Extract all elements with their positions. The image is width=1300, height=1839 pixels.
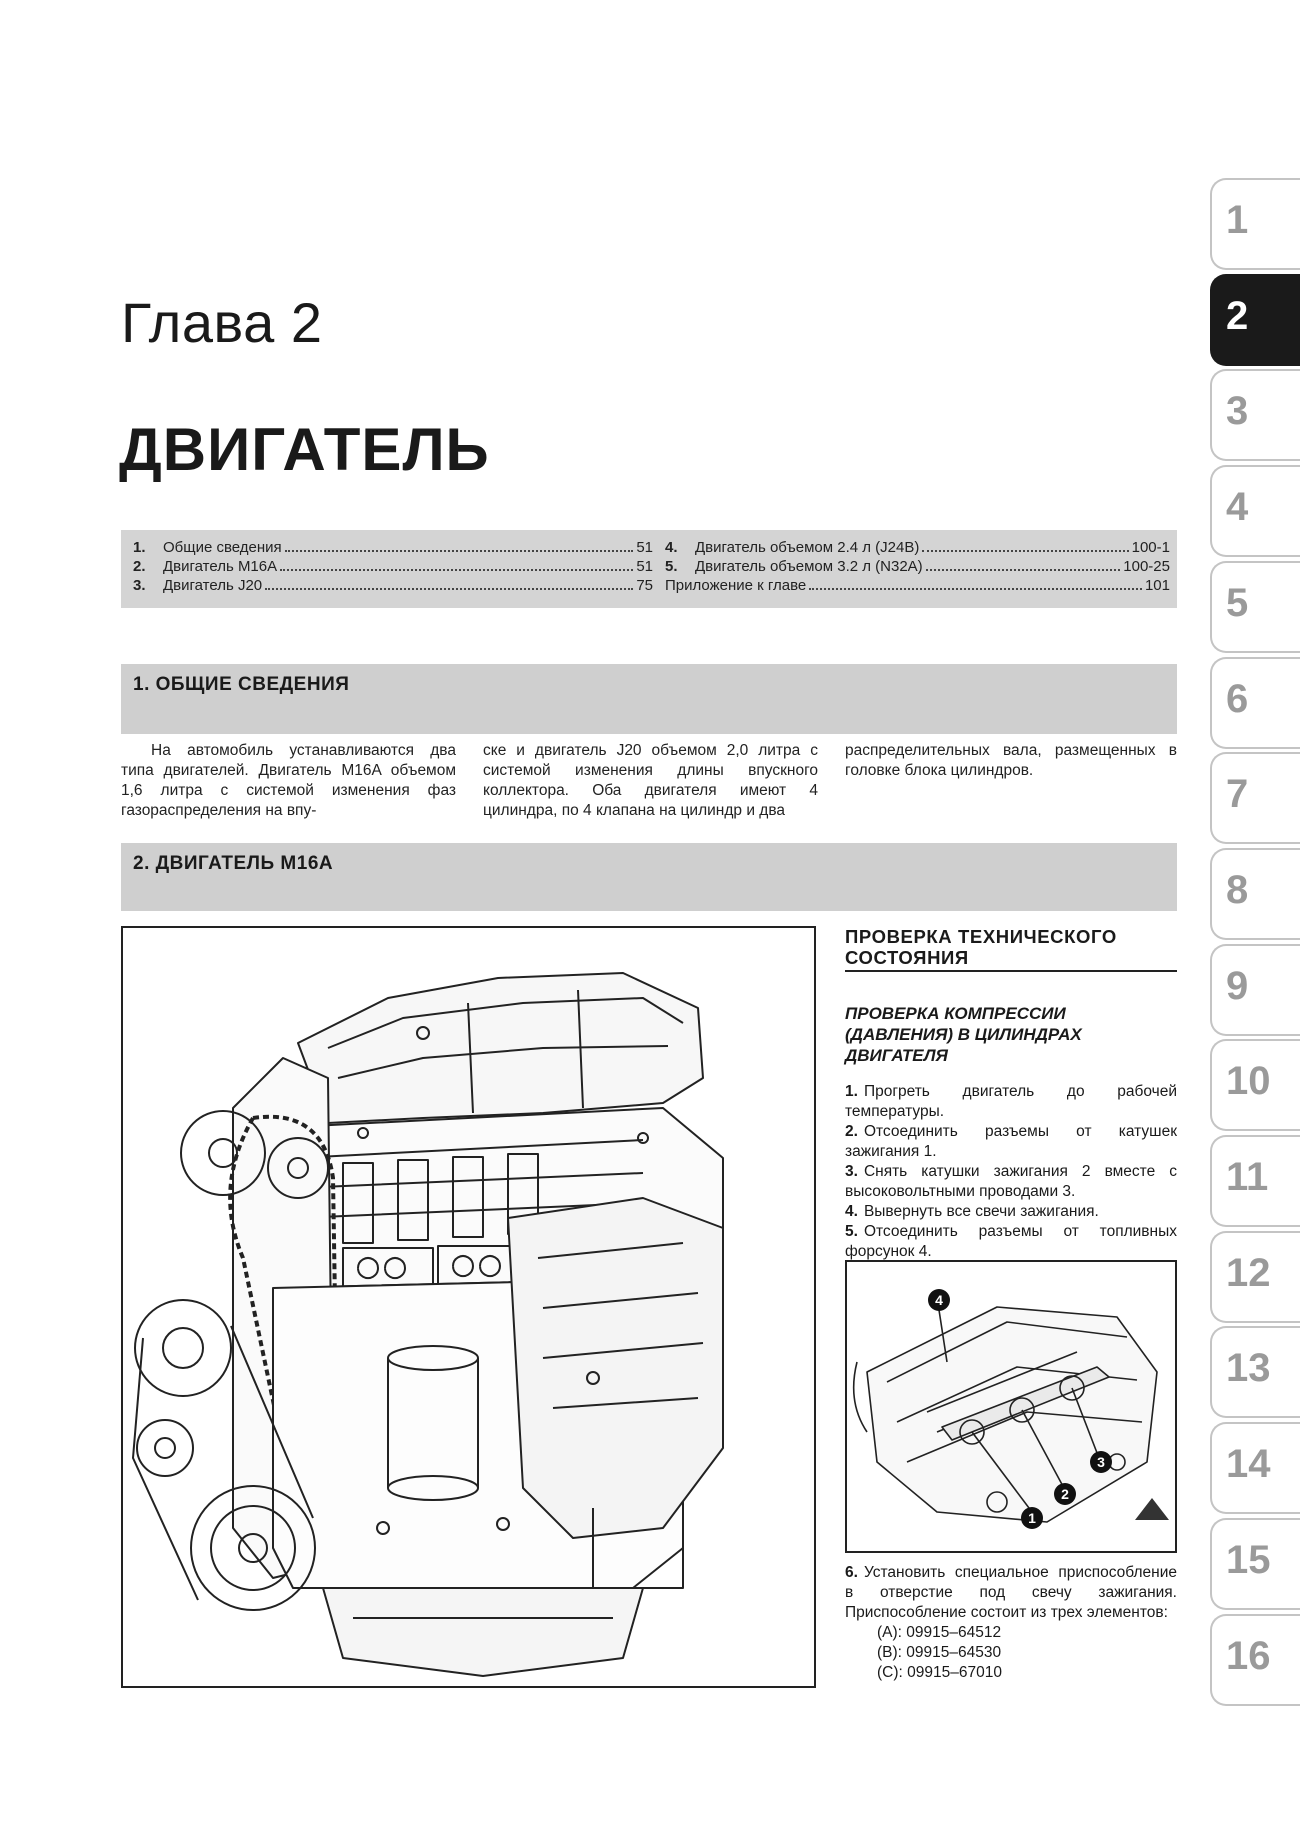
step-text: Отсоединить разъемы от катушек зажигания 1. [845,1123,1177,1160]
callout-label: 1 [1028,1510,1036,1526]
procedure-steps [845,1082,1177,1262]
toc-page: 75 [636,577,653,594]
tool-code: (C): 09915–67010 [877,1664,1002,1681]
chapter-title: ДВИГАТЕЛЬ [119,416,490,483]
tab-number: 13 [1226,1346,1271,1391]
tab-shape [1210,465,1300,557]
engine-illustration [121,926,816,1688]
toc-entry-name: Двигатель объемом 2.4 л (J24B) [695,539,920,556]
chapter-tab-8[interactable] [1210,848,1300,940]
procedure-step [845,1563,1177,1683]
procedure-step [845,1082,1177,1122]
tab-shape [1210,178,1300,270]
chapter-tab-15[interactable] [1210,1518,1300,1610]
intro-text-col3: распределительных вала, размещенных в головке блока цилиндров. [845,742,1177,779]
step-number: 4. [845,1203,858,1220]
chapter-tab-13[interactable] [1210,1326,1300,1418]
toc-page: 100-1 [1131,539,1170,556]
toc-row[interactable] [133,577,653,596]
chapter-label: Глава 2 [121,291,323,354]
tab-number: 14 [1226,1442,1271,1487]
chapter-tab-2[interactable] [1210,274,1300,366]
procedure-heading: ПРОВЕРКА КОМПРЕССИИ (ДАВЛЕНИЯ) В ЦИЛИНДРАХ ДВИГАТЕЛЯ [845,1004,1082,1065]
toc-entry-name: Общие сведения [163,539,282,556]
toc-entry-name: Приложение к главе [665,577,807,594]
tab-number: 12 [1226,1250,1271,1295]
tab-number: 8 [1226,867,1249,912]
step-text: Прогреть двигатель до рабочей температуры. [845,1083,1177,1120]
toc-number: 5. [665,558,678,575]
tab-number: 15 [1226,1537,1271,1582]
toc-entry-name: Двигатель объемом 3.2 л (N32A) [695,558,923,575]
chapter-tab-4[interactable] [1210,465,1300,557]
chapter-tab-1[interactable] [1210,178,1300,270]
section-bar-general [121,664,1177,734]
toc-row[interactable] [665,577,1170,596]
step-number: 5. [845,1223,858,1240]
toc-page: 101 [1144,577,1170,594]
toc-column-right [665,539,1170,596]
tab-number: 5 [1226,580,1249,625]
tab-number: 3 [1226,389,1249,434]
tab-number: 1 [1226,198,1249,242]
chapter-tab-11[interactable] [1210,1135,1300,1227]
step-text: Вывернуть все свечи зажигания. [863,1203,1099,1220]
toc-page: 100-25 [1123,558,1170,575]
chapter-tab-7[interactable] [1210,752,1300,844]
step-number: 1. [845,1083,858,1100]
tab-number: 7 [1226,772,1249,817]
toc-number: 2. [133,558,146,575]
step-number: 2. [845,1123,858,1140]
tab-number: 16 [1226,1633,1271,1678]
toc-number: 1. [133,539,146,556]
toc-leader [280,569,633,571]
tab-number: 4 [1226,485,1249,530]
toc-page: 51 [636,539,653,556]
toc-leader [922,550,1128,552]
intro-text-col1: На автомобиль устанавливаются два типа двигателей. Двигатель M16A объемом 1,6 литра с системой изменения фаз газораспределения на впу- [121,742,456,819]
chapter-tab-3[interactable] [1210,369,1300,461]
tab-number: 11 [1226,1155,1269,1199]
step-text: Установить специальное приспособление в отверстие под свечу зажигания. Приспособление состоит из трех элементов: [845,1564,1177,1621]
chapter-tab-9[interactable] [1210,944,1300,1036]
section-bar-m16a [121,843,1177,911]
tab-shape [1210,848,1300,940]
toc-leader [265,588,633,590]
tab-shape [1210,274,1300,366]
toc-leader [285,550,634,552]
toc-number: 4. [665,539,678,556]
toc-entry-name: Двигатель J20 [163,577,263,594]
toc-row[interactable] [133,539,653,558]
chapter-tab-10[interactable] [1210,1039,1300,1131]
tab-shape [1210,561,1300,653]
section-title: 1. ОБЩИЕ СВЕДЕНИЯ [133,674,350,695]
toc-row[interactable] [133,558,653,577]
tab-shape [1210,944,1300,1036]
chapter-tab-5[interactable] [1210,561,1300,653]
step-text: Снять катушки зажигания 2 вместе с высоковольтными проводами 3. [845,1163,1177,1200]
cylinder-head-drawing [847,1262,1175,1551]
tool-code-list [877,1623,1177,1683]
toc-leader [809,588,1142,590]
tab-shape [1210,752,1300,844]
tool-code: (A): 09915–64512 [877,1624,1002,1641]
tool-code: (B): 09915–64530 [877,1644,1002,1661]
toc-entry-name: Двигатель M16A [163,558,278,575]
publisher-logo-icon [1135,1498,1169,1520]
step-number: 6. [845,1564,858,1581]
tab-number: 6 [1226,676,1249,721]
table-of-contents [121,530,1177,608]
procedure-step [845,1222,1177,1262]
procedure-step [845,1122,1177,1162]
callout-label: 2 [1061,1486,1069,1502]
toc-column-left [133,539,653,596]
ignition-coils-illustration [845,1260,1177,1553]
chapter-tab-12[interactable] [1210,1231,1300,1323]
engine-drawing [123,928,814,1686]
section-title: 2. ДВИГАТЕЛЬ M16A [133,853,334,874]
step-number: 3. [845,1163,858,1180]
toc-row[interactable] [665,539,1170,558]
toc-page: 51 [636,558,653,575]
procedure-step [845,1202,1177,1222]
procedure-step [845,1162,1177,1202]
toc-leader [926,569,1121,571]
tab-shape [1210,657,1300,749]
chapter-tab-6[interactable] [1210,657,1300,749]
tab-shape [1210,369,1300,461]
section-subheading: ПРОВЕРКА ТЕХНИЧЕСКОГО СОСТОЯНИЯ [845,926,1177,972]
tab-number: 10 [1226,1059,1271,1104]
toc-row[interactable] [665,558,1170,577]
step-text: Отсоединить разъемы от топливных форсунок 4. [845,1223,1177,1260]
toc-number: 3. [133,577,146,594]
callout-label: 4 [935,1292,943,1308]
tab-number: 9 [1226,963,1249,1008]
chapter-tab-14[interactable] [1210,1422,1300,1514]
callout-label: 3 [1097,1454,1105,1470]
chapter-tab-16[interactable] [1210,1614,1300,1706]
tab-number: 2 [1226,293,1249,338]
intro-text-col2: ске и двигатель J20 объемом 2,0 литра с системой изменения длины впускного коллектора. Оба двигателя имеют 4 цилиндра, по 4 клапана на цилиндр и два [483,742,818,819]
